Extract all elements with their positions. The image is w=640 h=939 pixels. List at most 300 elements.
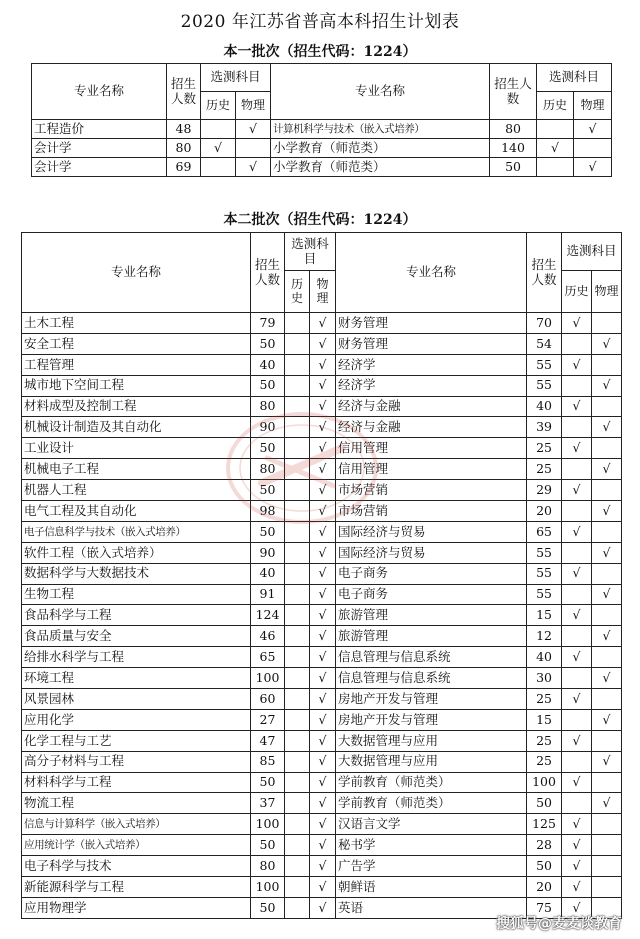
- major-name: 工程管理: [22, 354, 251, 375]
- major-name-right: 大数据管理与应用: [336, 751, 527, 772]
- quota-cell: 65: [251, 647, 285, 668]
- history-check-right: √: [562, 647, 592, 668]
- subject-header-right: 选测科目: [537, 64, 612, 92]
- physics-check: √: [310, 396, 336, 417]
- quota-cell: 50: [251, 521, 285, 542]
- history-check: [285, 480, 310, 501]
- quota-cell: 46: [251, 626, 285, 647]
- table-row: [22, 856, 622, 877]
- major-name: 信息与计算科学（嵌入式培养）: [22, 814, 251, 835]
- quota-cell: 27: [251, 709, 285, 730]
- history-check: [201, 120, 236, 139]
- physics-check-right: √: [592, 542, 622, 563]
- table-row: [22, 375, 622, 396]
- physics-check-right: √: [574, 158, 612, 177]
- major-name-right: 电子商务: [336, 563, 527, 584]
- major-name: 食品科学与工程: [22, 605, 251, 626]
- table-row: [22, 354, 622, 375]
- quota-cell: 50: [251, 897, 285, 918]
- physics-check: √: [310, 354, 336, 375]
- physics-check-right: [592, 563, 622, 584]
- major-name: 安全工程: [22, 333, 251, 354]
- major-header-right: 专业名称: [336, 233, 527, 313]
- physics-header: 物理: [236, 92, 271, 120]
- physics-check: √: [310, 333, 336, 354]
- subject-header-right: 选测科目: [562, 233, 622, 271]
- history-check-right: √: [562, 814, 592, 835]
- history-check: [285, 877, 310, 898]
- physics-check-right: [592, 521, 622, 542]
- physics-check-right: √: [592, 626, 622, 647]
- table-row: [22, 793, 622, 814]
- history-check: [285, 814, 310, 835]
- major-name-right: 市场营销: [336, 480, 527, 501]
- history-header-right: 历史: [562, 271, 592, 313]
- table-row: [32, 139, 612, 158]
- physics-check: √: [310, 730, 336, 751]
- major-name: 应用统计学（嵌入式培养）: [22, 835, 251, 856]
- history-check: [285, 689, 310, 710]
- physics-check: √: [310, 897, 336, 918]
- history-check-right: [537, 120, 574, 139]
- quota-cell-right: 54: [527, 333, 562, 354]
- quota-cell-right: 40: [527, 647, 562, 668]
- table-row: [22, 333, 622, 354]
- table-row: [22, 730, 622, 751]
- quota-cell: 69: [167, 158, 201, 177]
- major-name-right: 小学教育（师范类）: [271, 158, 490, 177]
- physics-check: √: [310, 480, 336, 501]
- history-check-right: [562, 459, 592, 480]
- quota-cell-right: 29: [527, 480, 562, 501]
- batch2-title: 本二批次（招生代码：1224）: [223, 212, 417, 228]
- batch2-table: [21, 232, 622, 919]
- history-check-right: [562, 542, 592, 563]
- history-check-right: √: [562, 897, 592, 918]
- quota-cell-right: 55: [527, 375, 562, 396]
- major-name-right: 朝鲜语: [336, 877, 527, 898]
- major-name: 应用物理学: [22, 897, 251, 918]
- history-check: [285, 626, 310, 647]
- history-check-right: √: [562, 730, 592, 751]
- quota-cell: 50: [251, 438, 285, 459]
- major-name-right: 学前教育（师范类）: [336, 772, 527, 793]
- table-row: [22, 542, 622, 563]
- history-check: [285, 438, 310, 459]
- history-header: 历史: [201, 92, 236, 120]
- history-check: [285, 313, 310, 334]
- history-check: [285, 542, 310, 563]
- major-name: 化学工程与工艺: [22, 730, 251, 751]
- history-check: [285, 647, 310, 668]
- quota-cell-right: 25: [527, 459, 562, 480]
- quota-cell: 40: [251, 354, 285, 375]
- history-check-right: [562, 793, 592, 814]
- history-check: √: [201, 139, 236, 158]
- table-row: [22, 396, 622, 417]
- history-check-right: √: [562, 835, 592, 856]
- quota-cell: 79: [251, 313, 285, 334]
- quota-cell-right: 75: [527, 897, 562, 918]
- quota-cell: 50: [251, 772, 285, 793]
- major-name: 电子科学与技术: [22, 856, 251, 877]
- physics-check: √: [310, 459, 336, 480]
- quota-cell-right: 55: [527, 563, 562, 584]
- physics-check-right: [574, 139, 612, 158]
- history-check: [285, 584, 310, 605]
- major-name-right: 英语: [336, 897, 527, 918]
- quota-cell-right: 28: [527, 835, 562, 856]
- history-check: [285, 856, 310, 877]
- quota-cell: 47: [251, 730, 285, 751]
- table-row: [22, 626, 622, 647]
- physics-check-right: [592, 605, 622, 626]
- quota-cell: 124: [251, 605, 285, 626]
- history-check-right: [562, 417, 592, 438]
- major-name: 生物工程: [22, 584, 251, 605]
- history-check-right: [562, 584, 592, 605]
- physics-check: √: [236, 120, 271, 139]
- page-title: 2020 年江苏省普高本科招生计划表: [180, 12, 460, 32]
- physics-check: √: [310, 605, 336, 626]
- quota-cell-right: 20: [527, 877, 562, 898]
- major-name: 电子信息科学与技术（嵌入式培养）: [22, 521, 251, 542]
- history-header-right: 历史: [537, 92, 574, 120]
- table-row: [22, 584, 622, 605]
- quota-cell: 50: [251, 333, 285, 354]
- quota-cell-right: 39: [527, 417, 562, 438]
- major-name-right: 经济学: [336, 354, 527, 375]
- history-check-right: [562, 501, 592, 522]
- history-check-right: √: [562, 605, 592, 626]
- quota-cell: 100: [251, 814, 285, 835]
- quota-cell: 80: [251, 396, 285, 417]
- table-row: [22, 438, 622, 459]
- history-check-right: [562, 375, 592, 396]
- table-row: [22, 480, 622, 501]
- physics-check: √: [310, 626, 336, 647]
- physics-check: √: [310, 647, 336, 668]
- history-check-right: [562, 668, 592, 689]
- quota-header: 招生人数: [167, 64, 201, 120]
- quota-cell: 98: [251, 501, 285, 522]
- physics-check-right: √: [592, 417, 622, 438]
- major-name-right: 大数据管理与应用: [336, 730, 527, 751]
- physics-check-right: [592, 480, 622, 501]
- history-check-right: √: [562, 563, 592, 584]
- history-check: [201, 158, 236, 177]
- source-watermark: 搜狐号@麦麦谈教育: [496, 916, 622, 932]
- physics-header-right: 物理: [592, 271, 622, 313]
- major-name-right: 经济与金融: [336, 396, 527, 417]
- major-name: 食品质量与安全: [22, 626, 251, 647]
- physics-check-right: [592, 856, 622, 877]
- major-name: 机械电子工程: [22, 459, 251, 480]
- history-check: [285, 751, 310, 772]
- table-row: [32, 120, 612, 139]
- major-name: 高分子材料与工程: [22, 751, 251, 772]
- major-name: 数据科学与大数据技术: [22, 563, 251, 584]
- major-name-right: 旅游管理: [336, 605, 527, 626]
- physics-check: √: [310, 521, 336, 542]
- physics-check: √: [310, 709, 336, 730]
- physics-check-right: [592, 772, 622, 793]
- major-name-right: 信用管理: [336, 459, 527, 480]
- physics-check-right: √: [592, 584, 622, 605]
- quota-cell-right: 50: [527, 793, 562, 814]
- table-row: [32, 158, 612, 177]
- major-name-right: 财务管理: [336, 333, 527, 354]
- major-header-right: 专业名称: [271, 64, 490, 120]
- table-row: [22, 521, 622, 542]
- physics-check: √: [310, 856, 336, 877]
- quota-cell: 91: [251, 584, 285, 605]
- major-name: 新能源科学与工程: [22, 877, 251, 898]
- physics-check: √: [310, 375, 336, 396]
- major-name: 风景园林: [22, 689, 251, 710]
- quota-cell-right: 80: [490, 120, 537, 139]
- major-name-right: 汉语言文学: [336, 814, 527, 835]
- history-check-right: √: [562, 396, 592, 417]
- physics-check-right: [592, 689, 622, 710]
- history-check: [285, 563, 310, 584]
- physics-check-right: [592, 313, 622, 334]
- physics-check: √: [310, 563, 336, 584]
- quota-cell-right: 20: [527, 501, 562, 522]
- table-row: [22, 814, 622, 835]
- history-check-right: √: [562, 877, 592, 898]
- physics-check: √: [310, 501, 336, 522]
- history-check: [285, 730, 310, 751]
- subject-header: 选测科目: [201, 64, 271, 92]
- quota-cell-right: 55: [527, 584, 562, 605]
- table-row: [22, 877, 622, 898]
- history-check-right: [562, 333, 592, 354]
- physics-check-right: [592, 647, 622, 668]
- history-header: 历史: [285, 271, 310, 313]
- physics-check-right: √: [592, 668, 622, 689]
- table-row: [22, 563, 622, 584]
- physics-check-right: √: [592, 793, 622, 814]
- history-check: [285, 375, 310, 396]
- quota-cell: 100: [251, 877, 285, 898]
- quota-cell-right: 25: [527, 730, 562, 751]
- history-check-right: [562, 709, 592, 730]
- history-check: [285, 772, 310, 793]
- physics-check-right: √: [592, 459, 622, 480]
- quota-cell-right: 140: [490, 139, 537, 158]
- quota-header: 招生人数: [251, 233, 285, 313]
- history-check-right: √: [562, 772, 592, 793]
- history-check: [285, 521, 310, 542]
- major-name: 软件工程（嵌入式培养）: [22, 542, 251, 563]
- physics-check: √: [310, 814, 336, 835]
- quota-cell-right: 15: [527, 605, 562, 626]
- quota-cell: 80: [251, 856, 285, 877]
- major-name-right: 小学教育（师范类）: [271, 139, 490, 158]
- major-name-right: 经济学: [336, 375, 527, 396]
- major-name-right: 国际经济与贸易: [336, 521, 527, 542]
- physics-check-right: [592, 835, 622, 856]
- physics-check: √: [310, 668, 336, 689]
- major-name: 物流工程: [22, 793, 251, 814]
- history-check: [285, 668, 310, 689]
- quota-cell-right: 25: [527, 751, 562, 772]
- major-name-right: 广告学: [336, 856, 527, 877]
- physics-check: √: [310, 313, 336, 334]
- physics-check-right: √: [574, 120, 612, 139]
- physics-check-right: [592, 438, 622, 459]
- batch1-title: 本一批次（招生代码：1224）: [223, 44, 417, 60]
- major-name-right: 房地产开发与管理: [336, 709, 527, 730]
- table-row: [22, 772, 622, 793]
- major-name: 工业设计: [22, 438, 251, 459]
- physics-check: √: [310, 689, 336, 710]
- physics-header: 物理: [310, 271, 336, 313]
- quota-cell: 37: [251, 793, 285, 814]
- major-name-right: 计算机科学与技术（嵌入式培养）: [271, 120, 490, 139]
- table-row: [22, 835, 622, 856]
- physics-check: √: [310, 772, 336, 793]
- history-check: [285, 835, 310, 856]
- history-check: [285, 793, 310, 814]
- quota-cell-right: 40: [527, 396, 562, 417]
- quota-cell: 48: [167, 120, 201, 139]
- quota-cell-right: 12: [527, 626, 562, 647]
- history-check-right: √: [562, 313, 592, 334]
- quota-cell: 85: [251, 751, 285, 772]
- history-check-right: √: [562, 521, 592, 542]
- quota-cell-right: 55: [527, 542, 562, 563]
- physics-check: √: [310, 584, 336, 605]
- physics-header-right: 物理: [574, 92, 612, 120]
- table-row: [22, 751, 622, 772]
- subject-header: 选测科目: [285, 233, 336, 271]
- quota-header-right: 招生人数: [527, 233, 562, 313]
- quota-cell-right: 25: [527, 689, 562, 710]
- history-check: [285, 333, 310, 354]
- table-row: [22, 647, 622, 668]
- major-name: 材料科学与工程: [22, 772, 251, 793]
- major-header: 专业名称: [22, 233, 251, 313]
- quota-cell-right: 65: [527, 521, 562, 542]
- batch1-table: [31, 63, 612, 177]
- table-row: [22, 501, 622, 522]
- history-check-right: √: [562, 438, 592, 459]
- major-name-right: 电子商务: [336, 584, 527, 605]
- major-name: 机器人工程: [22, 480, 251, 501]
- physics-check: √: [310, 877, 336, 898]
- physics-check: √: [310, 793, 336, 814]
- physics-check-right: √: [592, 333, 622, 354]
- physics-check: √: [310, 542, 336, 563]
- physics-check-right: [592, 814, 622, 835]
- quota-cell: 40: [251, 563, 285, 584]
- physics-check: √: [310, 751, 336, 772]
- physics-check: √: [236, 158, 271, 177]
- physics-check-right: √: [592, 709, 622, 730]
- quota-cell: 80: [167, 139, 201, 158]
- major-name-right: 信息管理与信息系统: [336, 647, 527, 668]
- table-row: [22, 709, 622, 730]
- history-check: [285, 709, 310, 730]
- major-name-right: 秘书学: [336, 835, 527, 856]
- quota-cell-right: 125: [527, 814, 562, 835]
- physics-check-right: √: [592, 751, 622, 772]
- history-check-right: [562, 751, 592, 772]
- table-row: [22, 459, 622, 480]
- history-check-right: [537, 158, 574, 177]
- major-name-right: 国际经济与贸易: [336, 542, 527, 563]
- major-name: 工程造价: [32, 120, 167, 139]
- history-check-right: √: [537, 139, 574, 158]
- physics-check: √: [310, 835, 336, 856]
- quota-cell: 90: [251, 417, 285, 438]
- physics-check-right: √: [592, 501, 622, 522]
- physics-check: √: [310, 438, 336, 459]
- history-check-right: [562, 626, 592, 647]
- physics-check-right: √: [592, 375, 622, 396]
- quota-cell-right: 30: [527, 668, 562, 689]
- quota-cell: 50: [251, 480, 285, 501]
- table-row: [22, 313, 622, 334]
- history-check-right: √: [562, 480, 592, 501]
- quota-cell: 50: [251, 835, 285, 856]
- history-check: [285, 501, 310, 522]
- major-header: 专业名称: [32, 64, 167, 120]
- quota-cell: 60: [251, 689, 285, 710]
- quota-cell-right: 15: [527, 709, 562, 730]
- physics-check-right: [592, 354, 622, 375]
- quota-cell-right: 100: [527, 772, 562, 793]
- quota-cell-right: 50: [490, 158, 537, 177]
- table-row: [22, 605, 622, 626]
- history-check: [285, 459, 310, 480]
- quota-cell-right: 25: [527, 438, 562, 459]
- physics-check: √: [310, 417, 336, 438]
- major-name: 机械设计制造及其自动化: [22, 417, 251, 438]
- history-check-right: √: [562, 354, 592, 375]
- major-name-right: 经济与金融: [336, 417, 527, 438]
- major-name: 应用化学: [22, 709, 251, 730]
- quota-cell-right: 55: [527, 354, 562, 375]
- history-check-right: √: [562, 689, 592, 710]
- major-name: 土木工程: [22, 313, 251, 334]
- major-name: 给排水科学与工程: [22, 647, 251, 668]
- table-row: [22, 417, 622, 438]
- physics-check-right: [592, 396, 622, 417]
- quota-cell: 50: [251, 375, 285, 396]
- history-check: [285, 417, 310, 438]
- quota-cell-right: 50: [527, 856, 562, 877]
- physics-check-right: [592, 730, 622, 751]
- table-row: [22, 668, 622, 689]
- quota-cell: 80: [251, 459, 285, 480]
- quota-cell: 100: [251, 668, 285, 689]
- quota-cell-right: 70: [527, 313, 562, 334]
- major-name-right: 信息管理与信息系统: [336, 668, 527, 689]
- major-name-right: 信用管理: [336, 438, 527, 459]
- major-name-right: 市场营销: [336, 501, 527, 522]
- history-check: [285, 354, 310, 375]
- history-check: [285, 396, 310, 417]
- major-name-right: 旅游管理: [336, 626, 527, 647]
- major-name: 会计学: [32, 139, 167, 158]
- quota-header-right: 招生人数: [490, 64, 537, 120]
- major-name: 电气工程及其自动化: [22, 501, 251, 522]
- physics-check: [236, 139, 271, 158]
- major-name-right: 学前教育（师范类）: [336, 793, 527, 814]
